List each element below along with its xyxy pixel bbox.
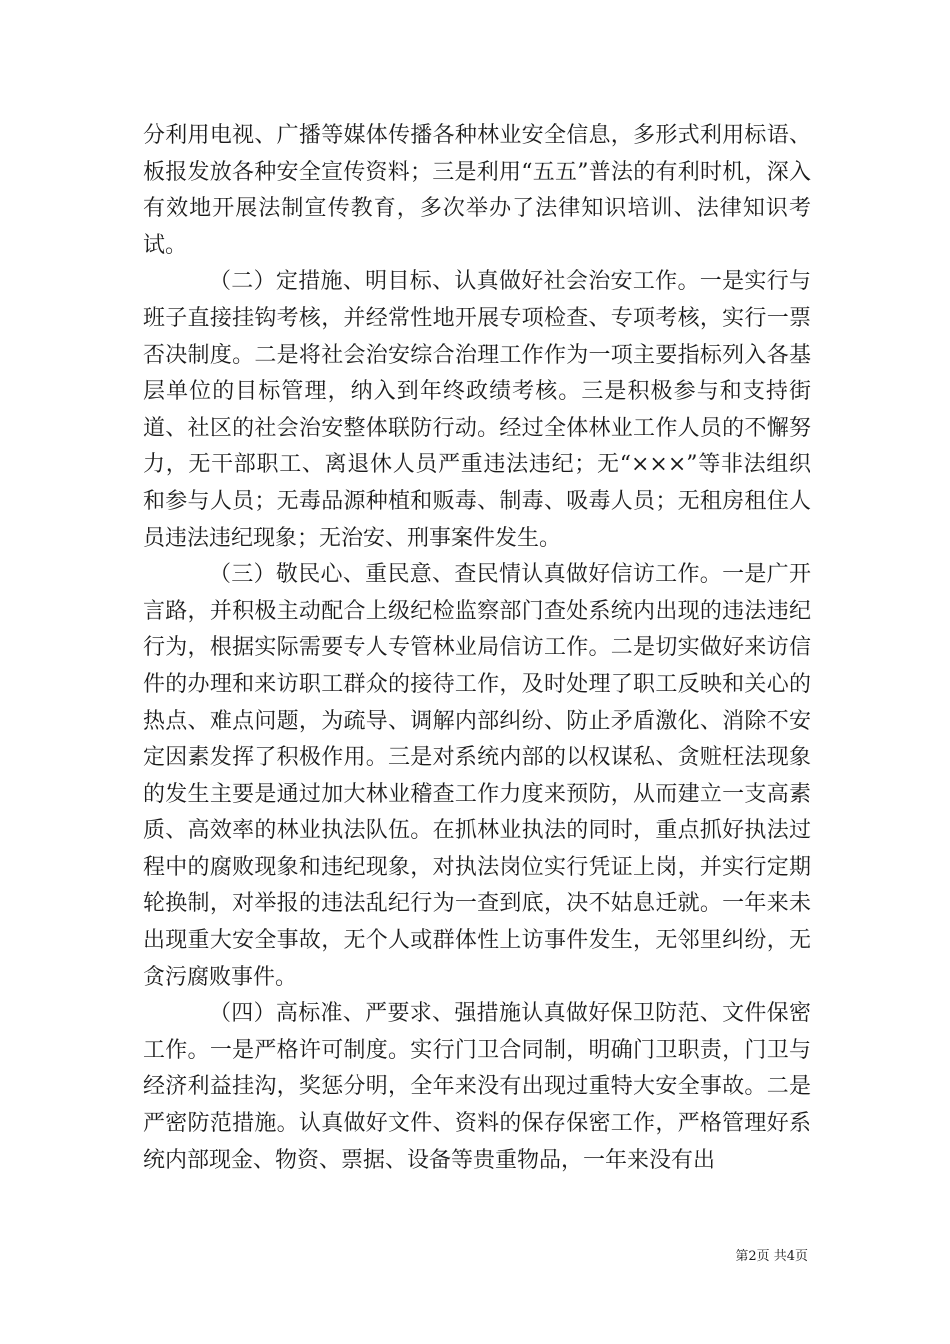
paragraph-4: （四）高标准、严要求、强措施认真做好保卫防范、文件保密工作。一是严格许可制度。实行门卫合同制，明确门卫职责，门卫与经济利益挂沟，奖惩分明，全年来没有出现过重特大安全事故。二是严密防范措施。认真做好文件、资料的保存保密工作，严格管理好系统内部现金、物资、票据、设备等贵重物品，一年来没有出 [143,1001,811,1173]
paragraph-1: 分利用电视、广播等媒体传播各种林业安全信息，多形式利用标语、板报发放各种安全宣传资料；三是利用“五五”普法的有利时机，深入有效地开展法制宣传教育，多次举办了法律知识培训、法律知识考试。 [143,123,811,258]
paragraph-2: （二）定措施、明目标、认真做好社会治安工作。一是实行与班子直接挂钩考核，并经常性地开展专项检查、专项考核，实行一票否决制度。二是将社会治安综合治理工作作为一项主要指标列入各基层单位的目标管理，纳入到年终政绩考核。三是积极参与和支持街道、社区的社会治安整体联防行动。经过全体林业工作人员的不懈努力，无干部职工、离退休人员严重违法违纪；无“×××”等非法组织和参与人员；无毒品源种植和贩毒、制毒、吸毒人员；无租房租住人员违法违纪现象；无治安、刑事案件发生。 [143,269,811,551]
paragraph-3: （三）敬民心、重民意、查民情认真做好信访工作。一是广开言路，并积极主动配合上级纪检监察部门查处系统内出现的违法违纪行为，根据实际需要专人专管林业局信访工作。二是切实做好来访信件的办理和来访职工群众的接待工作，及时处理了职工反映和关心的热点、难点问题，为疏导、调解内部纠纷、防止矛盾激化、消除不安定因素发挥了积极作用。三是对系统内部的以权谋私、贪赃枉法现象的发生主要是通过加大林业稽查工作力度来预防，从而建立一支高素质、高效率的林业执法队伍。在抓林业执法的同时，重点抓好执法过程中的腐败现象和违纪现象，对执法岗位实行凭证上岗，并实行定期轮换制，对举报的违法乱纪行为一查到底，决不姑息迁就。一年来未出现重大安全事故，无个人或群体性上访事件发生，无邻里纠纷，无贪污腐败事件。 [143,562,811,990]
document-body [143,118,811,1179]
page-number: 第2页 共4页 [735,1249,808,1264]
